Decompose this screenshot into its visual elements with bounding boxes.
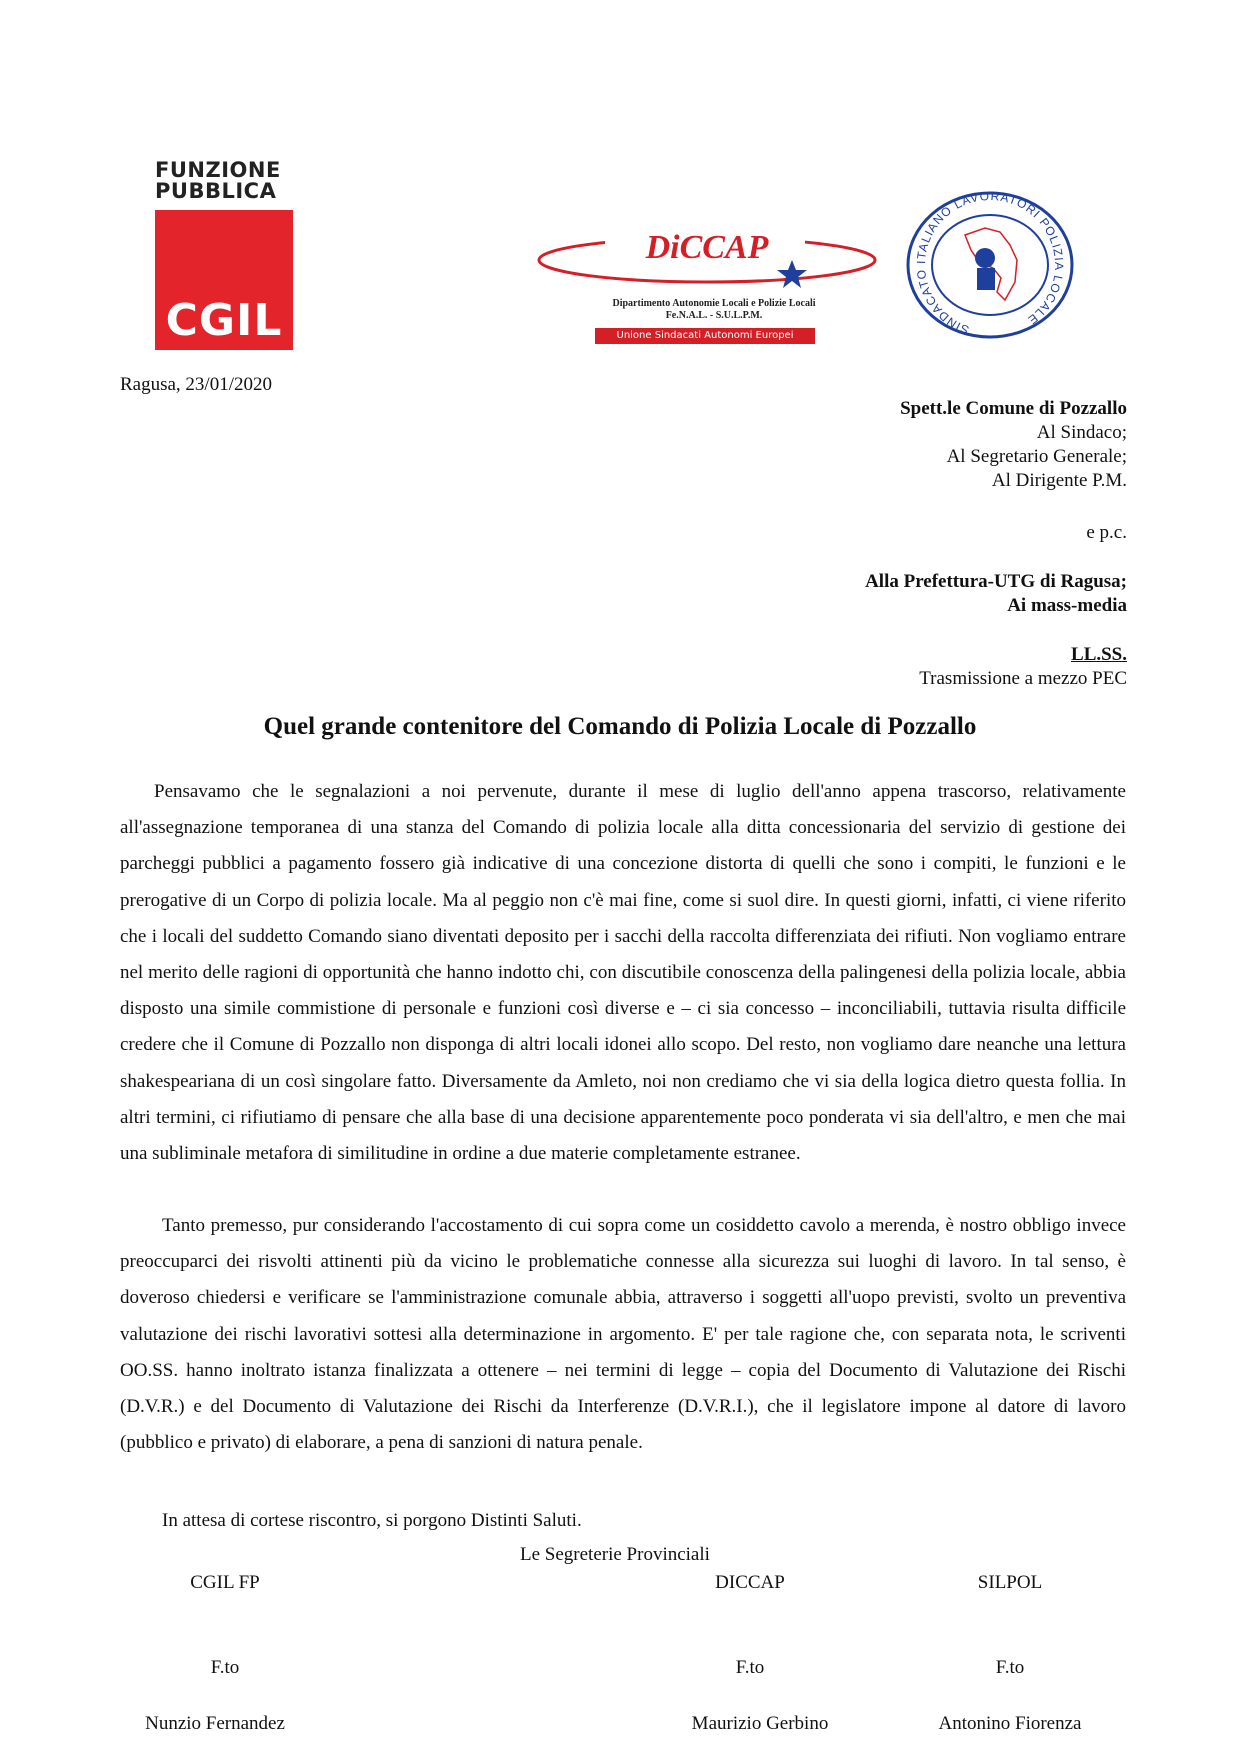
body-paragraph: Pensavamo che le segnalazioni a noi pervenute, durante il mese di luglio dell'anno appena trascorso, relativamente all'assegnazione temporanea di una stanza del Comando di polizia locale alla ditta concessionaria del servizio di gestione dei parcheggi pubblici a pagamento fossero già indicative di una concezione distorta di quelli che sono i compiti, le funzioni e le prerogative di un Corpo di polizia locale. Ma al peggio non c'è mai fine, come si suol dire. In questi giorni, infatti, ci viene riferito che i locali del suddetto Comando siano diventati deposito per i sacchi della raccolta differenziata dei rifiuti. Non vogliamo entrare nel merito delle ragioni di opportunità che hanno indotto chi, con discutibile conoscenza della palingenesi della polizia locale, abbia disposto una simile commistione di personale e funzioni così diverse e – ci sia concesso – inconciliabili, tuttavia risulta difficile credere che il Comune di Pozzallo non disponga di altri locali idonei allo scopo. Del resto, non vogliamo dare neanche una lettura shakespeariana di un così singolare fatto. Diversamente da Amleto, noi non crediamo che vi sia della logica dietro questa follia. In altri termini, ci rifiutiamo di pensare che alla base di una decisione apparentemente poco ponderata vi sia dell'altro, e men che mai una subliminale metafora di similitudine in ordine a due materie completamente estranee. — [120, 781, 1126, 1165]
star-icon — [777, 260, 807, 288]
body-paragraph: Tanto premesso, pur considerando l'accostamento di cui sopra come un cosiddetto cavolo a merenda, è nostro obbligo invece preoccuparci dei risvolti attinenti più da vicino le problematiche connesse alla sicurezza sui luoghi di lavoro. In tal senso, è doveroso chiedersi e verificare se l'amministrazione comunale abbia, attraverso i soggetti all'uopo previsti, svolto un preventiva valutazione dei rischi lavorativi sottesi alla determinazione in argomento. E' per tale ragione che, con separata nota, le scriventi OO.SS. hanno inoltrato istanza finalizzata a ottenere – nei termini di legge – copia del Documento di Valutazione dei Rischi (D.V.R.) e del Documento di Valutazione dei Rischi da Interferenze (D.V.R.I.), che il legislatore impone al datore di lavoro (pubblico e privato) di elaborare, a pena di sanzioni di natura penale. — [120, 1215, 1126, 1454]
place-date: Ragusa, 23/01/2020 — [120, 374, 272, 395]
signature-name: Antonino Fiorenza — [938, 1713, 1082, 1734]
cgil-logo-top-text: FUNZIONE PUBBLICA — [155, 158, 281, 203]
recipient-line: Al Dirigente P.M. — [991, 470, 1127, 491]
recipient-line: Al Segretario Generale; — [946, 446, 1127, 467]
closing-line: In attesa di cortese riscontro, si porgono Distinti Saluti. — [162, 1510, 582, 1531]
cc-line: Alla Prefettura-UTG di Ragusa; — [865, 571, 1127, 592]
silpol-seal — [905, 190, 1075, 340]
diccap-logo — [535, 220, 880, 350]
diccap-union-banner: Unione Sindacati Autonomi Europei — [595, 328, 815, 344]
signature-org-diccap: DICCAP — [715, 1572, 785, 1593]
signature-org-silpol: SILPOL — [977, 1572, 1043, 1593]
recipient-block — [527, 397, 1127, 493]
llss-block — [727, 643, 1127, 691]
recipient-line: Al Sindaco; — [1036, 422, 1127, 443]
llss-label: LL.SS. — [1071, 644, 1127, 665]
recipient-main: Spett.le Comune di Pozzallo — [900, 398, 1127, 419]
cc-block — [527, 570, 1127, 618]
cgil-fp-logo — [155, 160, 295, 350]
diccap-emblem — [535, 220, 880, 298]
epc-label: e p.c. — [1086, 522, 1127, 543]
signature-name: Nunzio Fernandez — [145, 1713, 285, 1734]
transmission-note: Trasmissione a mezzo PEC — [919, 668, 1127, 689]
signature-fto: F.to — [735, 1657, 765, 1678]
signature-name: Maurizio Gerbino — [691, 1713, 829, 1734]
cgil-logo-word: CGIL — [165, 295, 283, 346]
signatures-heading: Le Segreterie Provinciali — [520, 1544, 710, 1565]
cc-line: Ai mass-media — [1007, 595, 1127, 616]
cgil-logo-red-square — [155, 210, 293, 350]
silpol-ring-text: SINDACATO ITALIANO LAVORATORI POLIZIA LOCALE — [914, 190, 1067, 338]
signature-org-cgil: CGIL FP — [190, 1572, 260, 1593]
signature-fto: F.to — [210, 1657, 240, 1678]
diccap-department: Dipartimento Autonomie Locali e Polizie Locali Fe.N.A.L. - S.U.L.P.M. — [612, 298, 816, 321]
silpol-seal-logo — [905, 190, 1075, 340]
officer-icon — [975, 248, 995, 268]
document-title: Quel grande contenitore del Comando di Polizia Locale di Pozzallo — [263, 713, 977, 740]
signature-fto: F.to — [995, 1657, 1025, 1678]
diccap-logo-name: DiCCAP — [645, 229, 769, 266]
